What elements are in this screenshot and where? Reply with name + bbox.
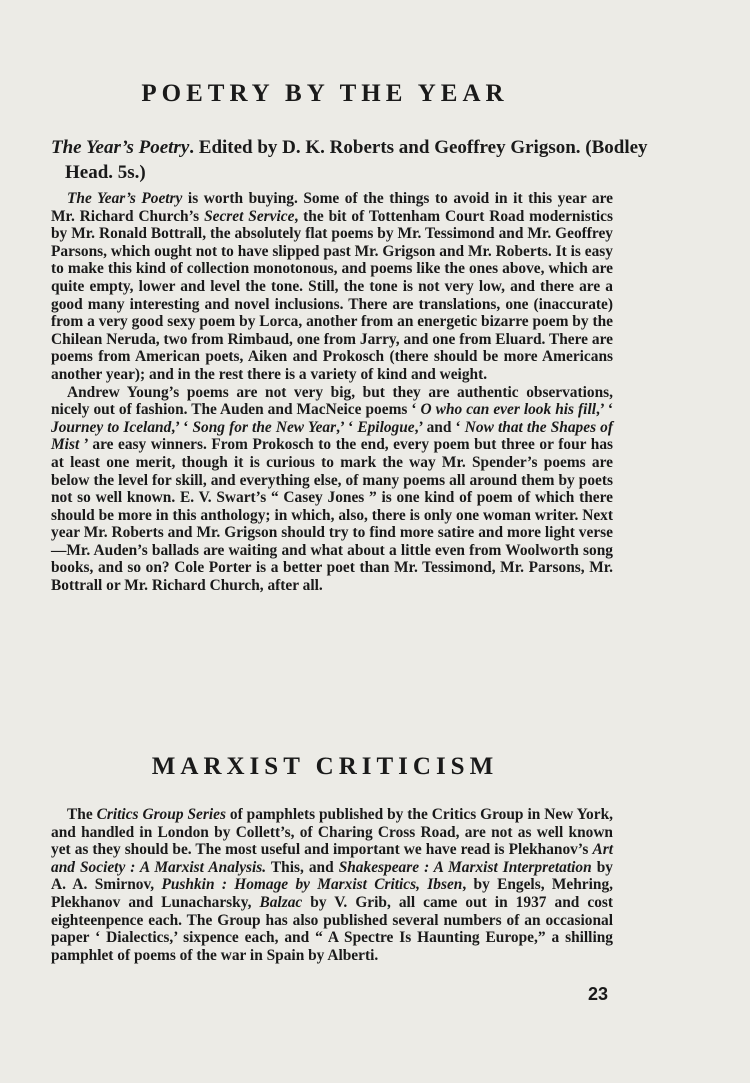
italic-title: Now that the Shapes of Mist [51,418,614,454]
review-body [51,190,613,595]
section-title-poetry: POETRY BY THE YEAR [141,80,509,107]
italic-title: Shakespeare : A Marxist Interpretation [338,858,592,876]
paragraph: Andrew Young’s poems are not very big, but they are authentic observations, nicely out of fashion. The Auden and MacNeice poems ‘ O who can ever look his fill,’ ‘ Journey to Iceland,’ ‘ Song for the New Year,’ ‘ Epilogue,’ and ‘ Now that the Shapes of Mist ’ are easy winners. From Prokosch to the end, every poem but three or four has at least one merit, though it is curious to mark the way Mr. Spender’s poems are below the level for skill, and everything else, of many poems all around them by poets not so well known. E. V. Swart’s “ Casey Jones ” is one kind of poem of which there should be more in this anthology; in which, also, there is only one woman writer. Next year Mr. Roberts and Mr. Grigson should try to find more satire and more light verse—Mr. Auden’s ballads are waiting and what about a little even from Woolworth song books, and so on? Cole Porter is a better poet than Mr. Tessimond, Mr. Parsons, Mr. Bottrall or Mr. Richard Church, after all. [51,383,614,595]
italic-title: Journey to Iceland [51,418,172,436]
italic-title: Secret Service [204,207,295,225]
book-details: . Edited by D. K. Roberts and Geoffrey Grigson. (Bodley Head. 5s.) [65,137,648,183]
page-number: 23 [588,984,609,1004]
italic-title: O who can ever look his fill [420,401,597,419]
italic-title: Epilogue [357,418,415,436]
italic-title: Balzac [259,893,303,911]
italic-title: Critics Group Series [96,806,226,823]
book-title: The Year’s Poetry [51,137,190,158]
paragraph: The Year’s Poetry is worth buying. Some of the things to avoid in it this year are Mr. Richard Church’s Secret Service, the bit of Tottenham Court Road modernistics by Mr. Ronald Bottrall, the absolutely flat poems by Mr. Tessimond and Mr. Geoffrey Parsons, which ought not to have slipped past Mr. Grigson and Mr. Roberts. It is easy to make this kind of collection monotonous, and poems like the ones above, which are quite empty, lower and level the tone. Still, the tone is not very low, and there are a good many interesting and novel inclusions. There are translations, one (inaccurate) from a very good sexy poem by Lorca, another from an energetic bizarre poem by the Chilean Neruda, two from Rimbaud, one from Jarry, and one from Eluard. There are poems from American poets, Aiken and Prokosch (there should be more Americans another year); and in the rest there is a variety of kind and weight. [51,190,613,383]
marxist-body [51,806,613,964]
italic-title: Pushkin : Homage by Marxist Critics, Ibsen [161,876,463,894]
italic-title: Song for the New Year [192,418,337,436]
review-heading [51,135,665,185]
section-title-marxist: MARXIST CRITICISM [151,753,499,780]
paragraph: The Critics Group Series of pamphlets published by the Critics Group in New York, and handled in London by Collett’s, of Charing Cross Road, are not as well known yet as they should be. The most useful and important we have read is Plekhanov’s Art and Society : A Marxist Analysis. This, and Shakespeare : A Marxist Interpretation by A. A. Smirnov, Pushkin : Homage by Marxist Critics, Ibsen, by Engels, Mehring, Plekhanov and Lunacharsky, Balzac by V. Grib, all came out in 1937 and cost eighteenpence each. The Group has also published several numbers of an occasional paper ‘ Dialectics,’ sixpence each, and “ A Spectre Is Haunting Europe,” a shilling pamphlet of poems of the war in Spain by Alberti. [51,806,613,964]
italic-title: The Year’s Poetry [67,190,183,207]
italic-title: Art and Society : A Marxist Analysis. [51,841,613,876]
